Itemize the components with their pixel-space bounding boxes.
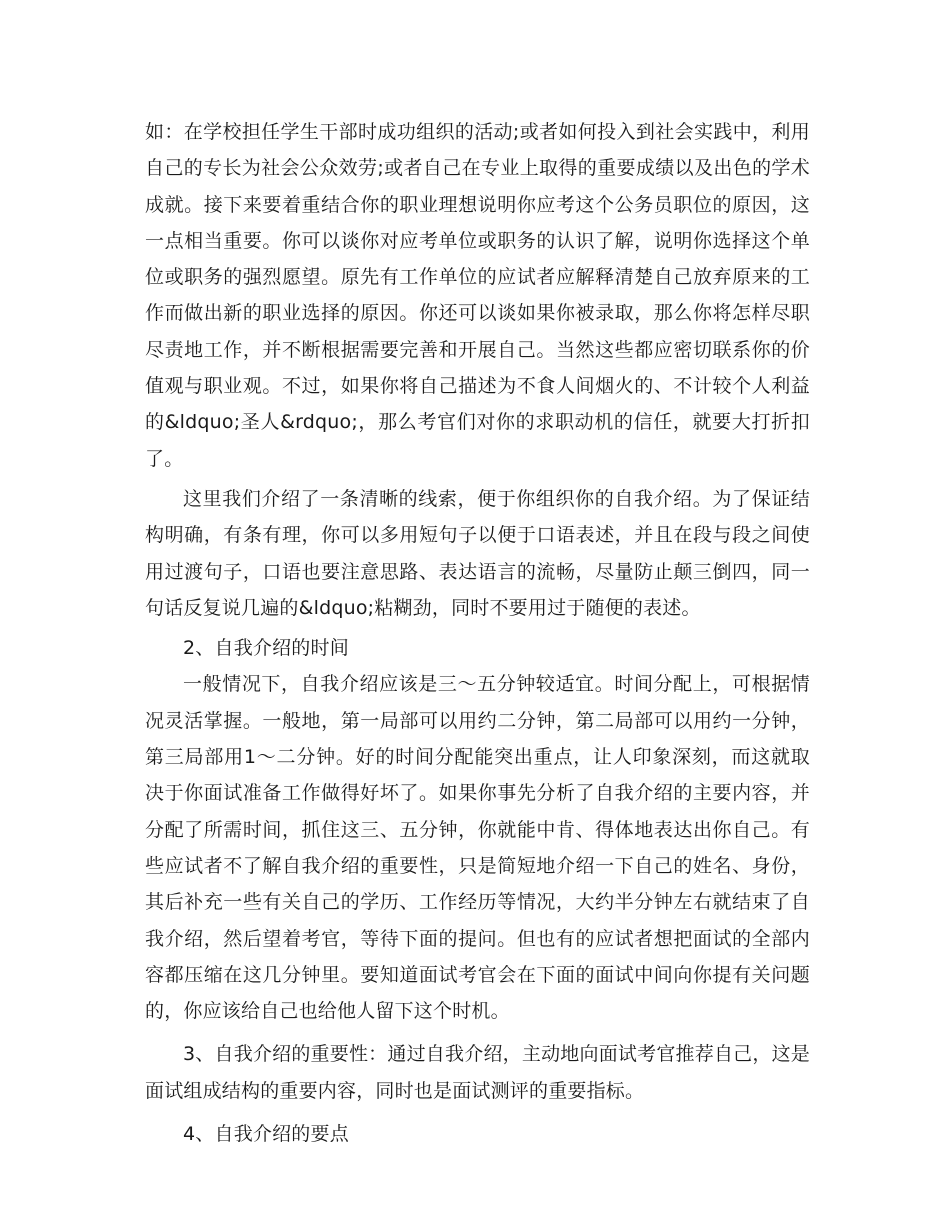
paragraph-importance: 3、自我介绍的重要性：通过自我介绍，主动地向面试考官推荐自己，这是面试组成结构的重要内容，同时也是面试测评的重要指标。 [145,1043,810,1102]
heading-intro-time: 2、自我介绍的时间 [183,637,349,660]
heading-key-points: 4、自我介绍的要点 [183,1123,349,1146]
paragraph-time-allocation: 一般情况下，自我介绍应该是三～五分钟较适宜。时间分配上，可根据情况灵活掌握。一般地，第一局部可以用约二分钟，第二局部可以用约一分钟，第三局部用1～二分钟。好的时间分配能突出重点，让人印象深刻，而这就取决于你面试准备工作做得好坏了。如果你事先分析了自我介绍的主要内容，并分配了所需时间，抓住这三、五分钟，你就能中肯、得体地表达出你自己。有些应试者不了解自我介绍的重要性，只是简短地介绍一下自己的姓名、身份，其后补充一些有关自己的学历、工作经历等情况，大约半分钟左右就结束了自我介绍，然后望着考官，等待下面的提问。但也有的应试者想把面试的全部内容都压缩在这几分钟里。要知道面试考官会在下面的面试中间向你提有关问题的，你应该给自己也给他人留下这个时机。 [145,673,810,1023]
paragraph-structure-tips: 这里我们介绍了一条清晰的线索，便于你组织你的自我介绍。为了保证结构明确，有条有理，你可以多用短句子以便于口语表述，并且在段与段之间使用过渡句子，口语也要注意思路、表达语言的流畅，尽量防止颠三倒四，同一句话反复说几遍的&ldquo;粘糊劲，同时不要用过于随便的表述。 [145,487,810,619]
document-body [145,114,810,1152]
paragraph-motivation: 如：在学校担任学生干部时成功组织的活动;或者如何投入到社会实践中，利用自己的专长为社会公众效劳;或者自己在专业上取得的重要成绩以及出色的学术成就。接下来要着重结合你的职业理想说明你应考这个公务员职位的原因，这一点相当重要。你可以谈你对应考单位或职务的认识了解，说明你选择这个单位或职务的强烈愿望。原先有工作单位的应试者应解释清楚自己放弃原来的工作而做出新的职业选择的原因。你还可以谈如果你被录取，那么你将怎样尽职尽责地工作，并不断根据需要完善和开展自己。当然这些都应密切联系你的价值观与职业观。不过，如果你将自己描述为不食人间烟火的、不计较个人利益的&ldquo;圣人&rdquo;，那么考官们对你的求职动机的信任，就要大打折扣了。 [145,121,810,470]
